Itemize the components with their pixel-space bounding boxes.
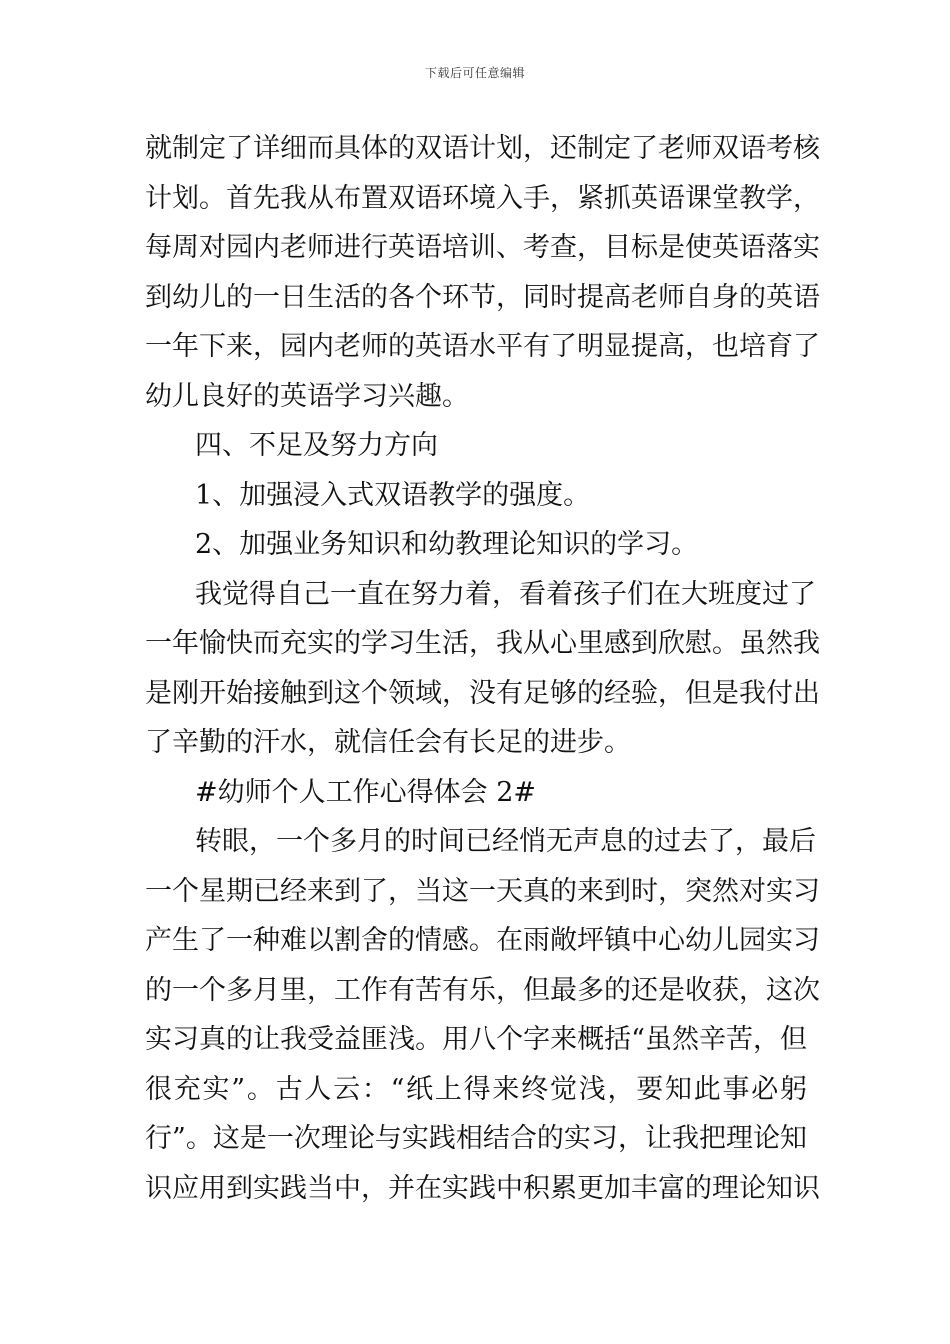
section-heading: 四、不足及努力方向 [195, 430, 438, 461]
text-line: 就制定了详细而具体的双语计划，还制定了老师双语考核 [145, 133, 820, 164]
section-title: #幼师个人工作心得体会 2# [195, 776, 537, 808]
text-line: 我觉得自己一直在努力着，看着孩子们在大班度过了 [195, 578, 816, 610]
text-line: 是刚开始接触到这个领域，没有足够的经验，但是我付出 [145, 677, 820, 709]
text-line: 很充实”。古人云：“纸上得来终觉浅，要知此事必躬 [145, 1073, 807, 1105]
text-line: 一年下来，园内老师的英语水平有了明显提高，也培育了 [145, 331, 820, 362]
list-item: 2、加强业务知识和幼教理论知识的学习。 [195, 529, 699, 560]
text-line: 幼儿良好的英语学习兴趣。 [145, 380, 469, 412]
document-body [145, 124, 820, 1213]
text-line: 了辛勤的汗水，就信任会有长足的进步。 [145, 727, 631, 758]
text-line: 产生了一种难以割舍的情感。在雨敞坪镇中心幼儿园实习 [145, 925, 820, 956]
page-header: 下载后可任意编辑 [424, 66, 525, 80]
text-line: 计划。首先我从布置双语环境入手，紧抓英语课堂教学， [145, 182, 820, 214]
text-line: 行”。这是一次理论与实践相结合的实习，让我把理论知 [145, 1123, 807, 1154]
text-line: 转眼，一个多月的时间已经悄无声息的过去了，最后 [195, 826, 816, 857]
text-line: 实习真的让我受益匪浅。用八个字来概括“虽然辛苦，但 [145, 1024, 807, 1055]
text-line: 到幼儿的一日生活的各个环节，同时提高老师自身的英语 [145, 281, 820, 313]
text-line: 一个星期已经来到了，当这一天真的来到时，突然对实习 [145, 875, 820, 907]
text-line: 的一个多月里，工作有苦有乐，但最多的还是收获，这次 [145, 974, 820, 1006]
text-line: 识应用到实践当中，并在实践中积累更加丰富的理论知识 [145, 1172, 820, 1204]
text-line: 每周对园内老师进行英语培训、考查，目标是使英语落实 [145, 232, 820, 263]
text-line: 一年愉快而充实的学习生活，我从心里感到欣慰。虽然我 [145, 628, 820, 659]
list-item: 1、加强浸入式双语教学的强度。 [195, 479, 591, 511]
